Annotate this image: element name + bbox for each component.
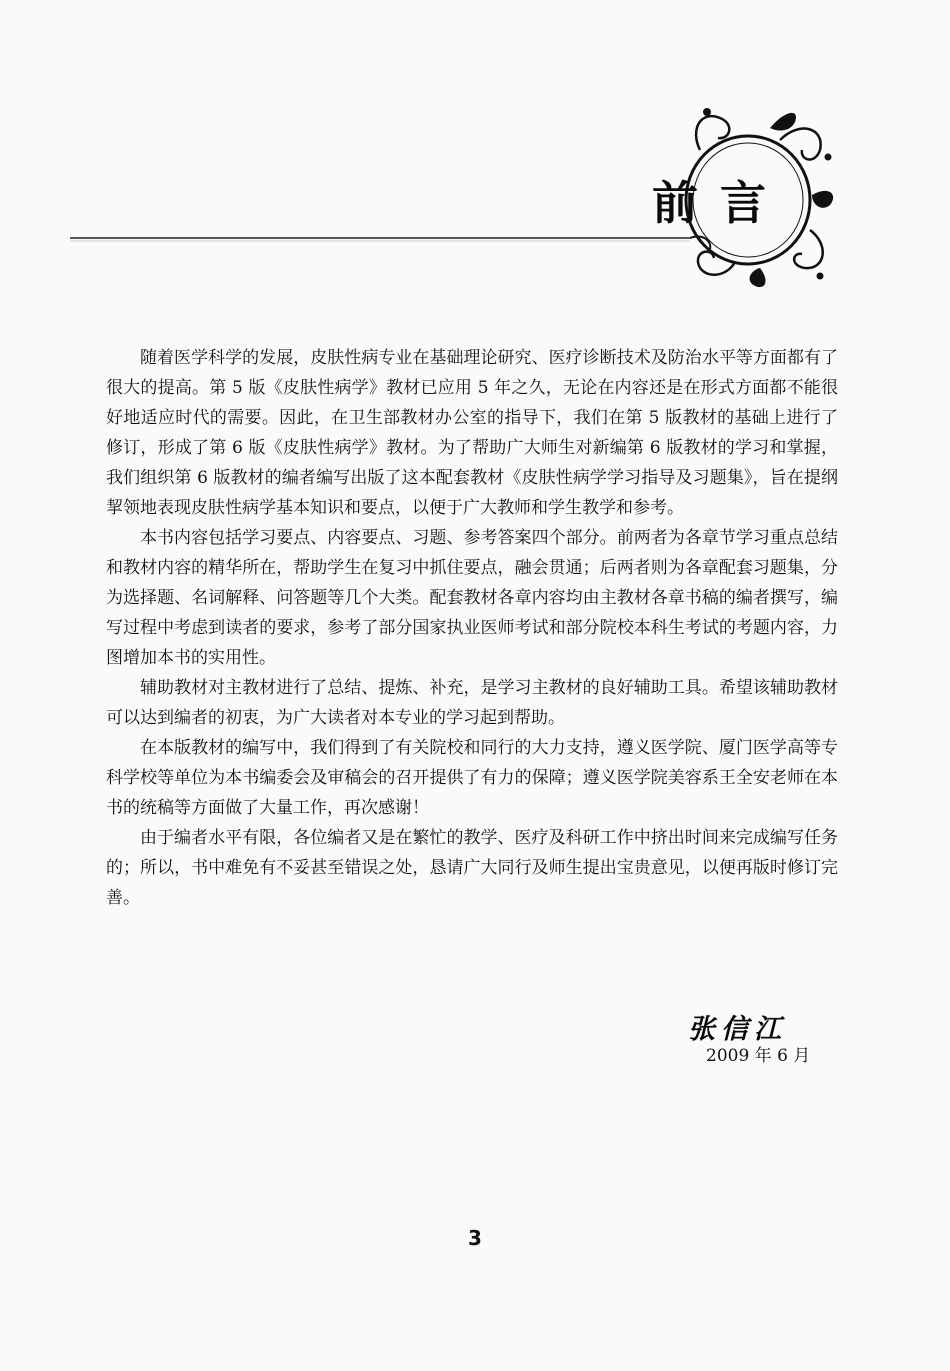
preface-body [106,343,838,913]
paragraph-2: 本书内容包括学习要点、内容要点、习题、参考答案四个部分。前两者为各章节学习重点总结和教材内容的精华所在，帮助学生在复习中抓住要点，融会贯通；后两者则为各章配套习题集，分为选择题、名词解释、问答题等几个大类。配套教材各章内容均由主教材各章书稿的编者撰写，编写过程中考虑到读者的要求，参考了部分国家执业医师考试和部分院校本科生考试的考题内容，力图增加本书的实用性。 [106,528,838,668]
paragraph-5: 由于编者水平有限，各位编者又是在繁忙的教学、医疗及科研工作中挤出时间来完成编写任务的；所以，书中难免有不妥甚至错误之处，恳请广大同行及师生提出宝贵意见，以便再版时修订完善。 [106,828,838,908]
page-number: 3 [468,1226,482,1250]
signature-date: 2009 年 6 月 [706,1046,811,1066]
paragraph-4: 在本版教材的编写中，我们得到了有关院校和同行的大力支持，遵义医学院、厦门医学高等专科学校等单位为本书编委会及审稿会的召开提供了有力的保障；遵义医学院美容系王全安老师在本书的统稿等方面做了大量工作，再次感谢！ [106,738,838,818]
paragraph-3: 辅助教材对主教材进行了总结、提炼、补充，是学习主教材的良好辅助工具。希望该辅助教材可以达到编者的初衷，为广大读者对本专业的学习起到帮助。 [106,678,838,728]
author-signature: 张信江 [688,1014,787,1045]
header-ornament [0,0,950,300]
page-title: 前言 [652,176,788,230]
paragraph-1: 随着医学科学的发展，皮肤性病专业在基础理论研究、医疗诊断技术及防治水平等方面都有了很大的提高。第 5 版《皮肤性病学》教材已应用 5 年之久，无论在内容还是在形式方面都不能很好地适应时代的需要。因此，在卫生部教材办公室的指导下，我们在第 5 版教材的基础上进行了修订，形成了第 6 版《皮肤性病学》教材。为了帮助广大师生对新编第 6 版教材的学习和掌握，我们组织第 6 版教材的编者编写出版了这本配套教材《皮肤性病学学习指导及习题集》，旨在提纲挈领地表现皮肤性病学基本知识和要点，以便于广大教师和学生教学和参考。 [106,348,838,518]
decorative-frame-icon [0,0,950,300]
